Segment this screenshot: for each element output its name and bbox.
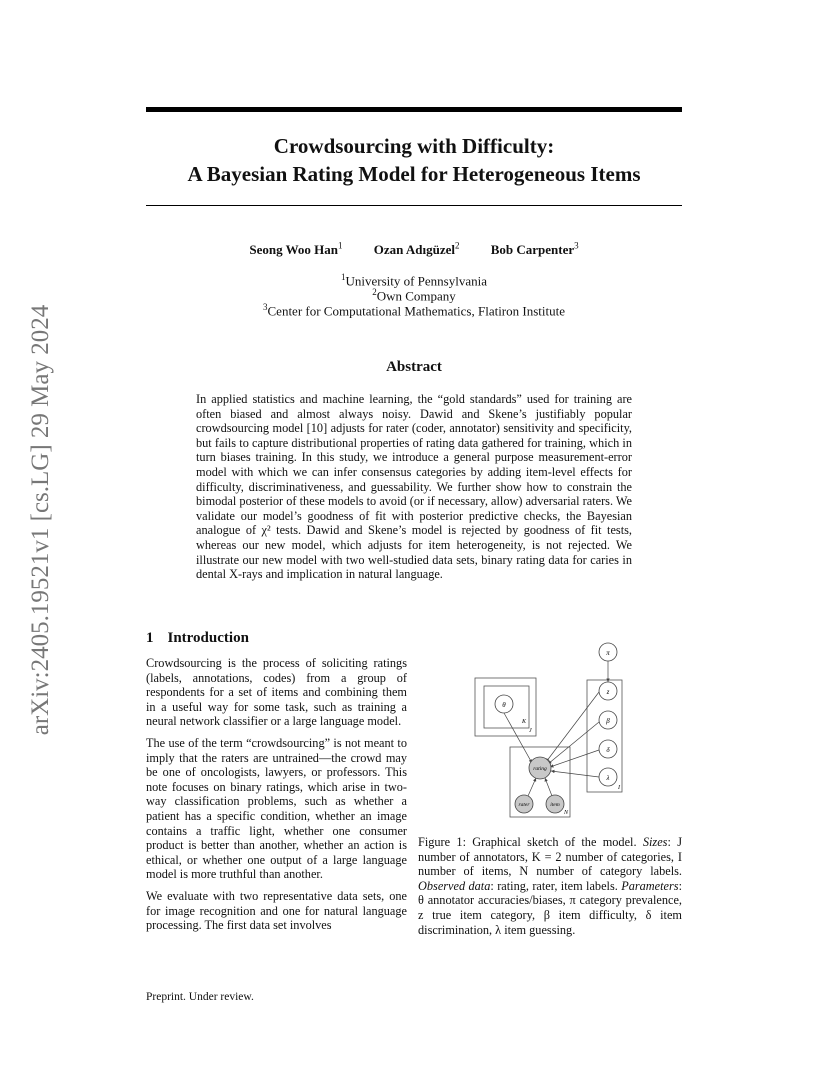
plate-label-K: K: [522, 719, 527, 725]
footer-note: Preprint. Under review.: [146, 991, 254, 1003]
node-item-label: item: [550, 802, 560, 808]
node-delta-label: δ: [606, 746, 610, 754]
node-rating-label: rating: [533, 766, 547, 772]
affiliation-2: $^2$Own Company: [372, 287, 456, 304]
intro-body: [146, 656, 407, 940]
node-beta-label: β: [606, 717, 610, 725]
title-rule: [146, 205, 682, 206]
paragraph-2: The use of the term “crowdsourcing” is not meant to imply that the raters are untrained—the crowd may be one of oncologists, lawyers, or professors. This note focuses on binary ratings, which arise in two-way classification problems, such as whether a patient has a specific condition, whether an image contains a traffic light, whether one consumer product is better than another, whether an action is ethical, or whether one output of a large language model is more truthful than another.: [146, 735, 407, 882]
author-list: [146, 241, 682, 258]
paragraph-3: We evaluate with two representative data sets, one for image recognition and one for natural language processing. The first data set involves: [146, 888, 407, 933]
author-2: Ozan Adıgüzel$^2$: [373, 241, 460, 258]
plate-label-I: I: [618, 785, 620, 791]
author-3: Bob Carpenter$^3$: [490, 241, 579, 258]
affiliation-3: $^3$Center for Computational Mathematics, Flatiron Institute: [263, 302, 565, 319]
node-z-label: z: [606, 688, 610, 696]
plate-label-J: J: [529, 728, 532, 734]
abstract-text: In applied statistics and machine learning, the “gold standards” used for training are often biased and almost always noisy. Dawid and Skene’s justifiably popular crowdsourcing model [10] adjusts for rater (coder, annotator) sensitivity and specificity, but fails to capture distributional properties of rating data gathered for training, which in turn biases training. In this study, we introduce a general purpose measurement-error model with which we can infer consensus categories by adding item-level effects for difficulty, discriminativeness, and guessability. We further show how to constrain the bimodal posterior of these models to avoid (or if necessary, allow) adversarial raters. We validate our model’s goodness of fit with posterior predictive checks, the Bayesian analogue of χ² tests. Dawid and Skene’s model is rejected by goodness of fit tests, whereas our new model, which adjusts for item heterogeneity, is not rejected. We illustrate our new model with two well-studied data sets, binary rating data for caries in dental X-rays and implication in natural language.: [196, 392, 632, 582]
abstract-heading: Abstract: [386, 359, 442, 375]
figure-caption: Figure 1: Graphical sketch of the model. Sizes: J number of annotators, K = 2 number of categories, I number of items, N number of category labels. Observed data: rating, rater, item labels. Parameters: θ annotator accuracies/biases, π category prevalence, z true item category, β item difficulty, δ item discrimination, λ item guessing.: [418, 835, 683, 937]
node-theta-label: θ: [502, 701, 506, 709]
paragraph-1: Crowdsourcing is the process of soliciting ratings (labels, annotations, codes) from a group of respondents for a set of items and combining them in a useful way for some task, such as training a neural network classifier or a large language model.: [146, 656, 407, 729]
section-heading: 1 Introduction: [146, 630, 249, 646]
arxiv-identifier: arXiv:2405.19521v1 [cs.LG] 29 May 2024: [27, 304, 54, 736]
plate-label-N: N: [564, 810, 569, 816]
node-lambda-label: λ: [606, 774, 610, 782]
paper-title-line2: A Bayesian Rating Model for Heterogeneous Items: [187, 162, 641, 186]
top-rule: [146, 107, 682, 112]
graphical-model-figure: [470, 640, 640, 825]
affiliation-1: $^1$University of Pennsylvania: [340, 272, 488, 289]
author-1: Seong Woo Han$^1$: [249, 241, 343, 258]
node-pi-label: π: [606, 649, 610, 657]
node-rater-label: rater: [518, 802, 530, 808]
paper-title-line1: Crowdsourcing with Difficulty:: [273, 134, 555, 158]
